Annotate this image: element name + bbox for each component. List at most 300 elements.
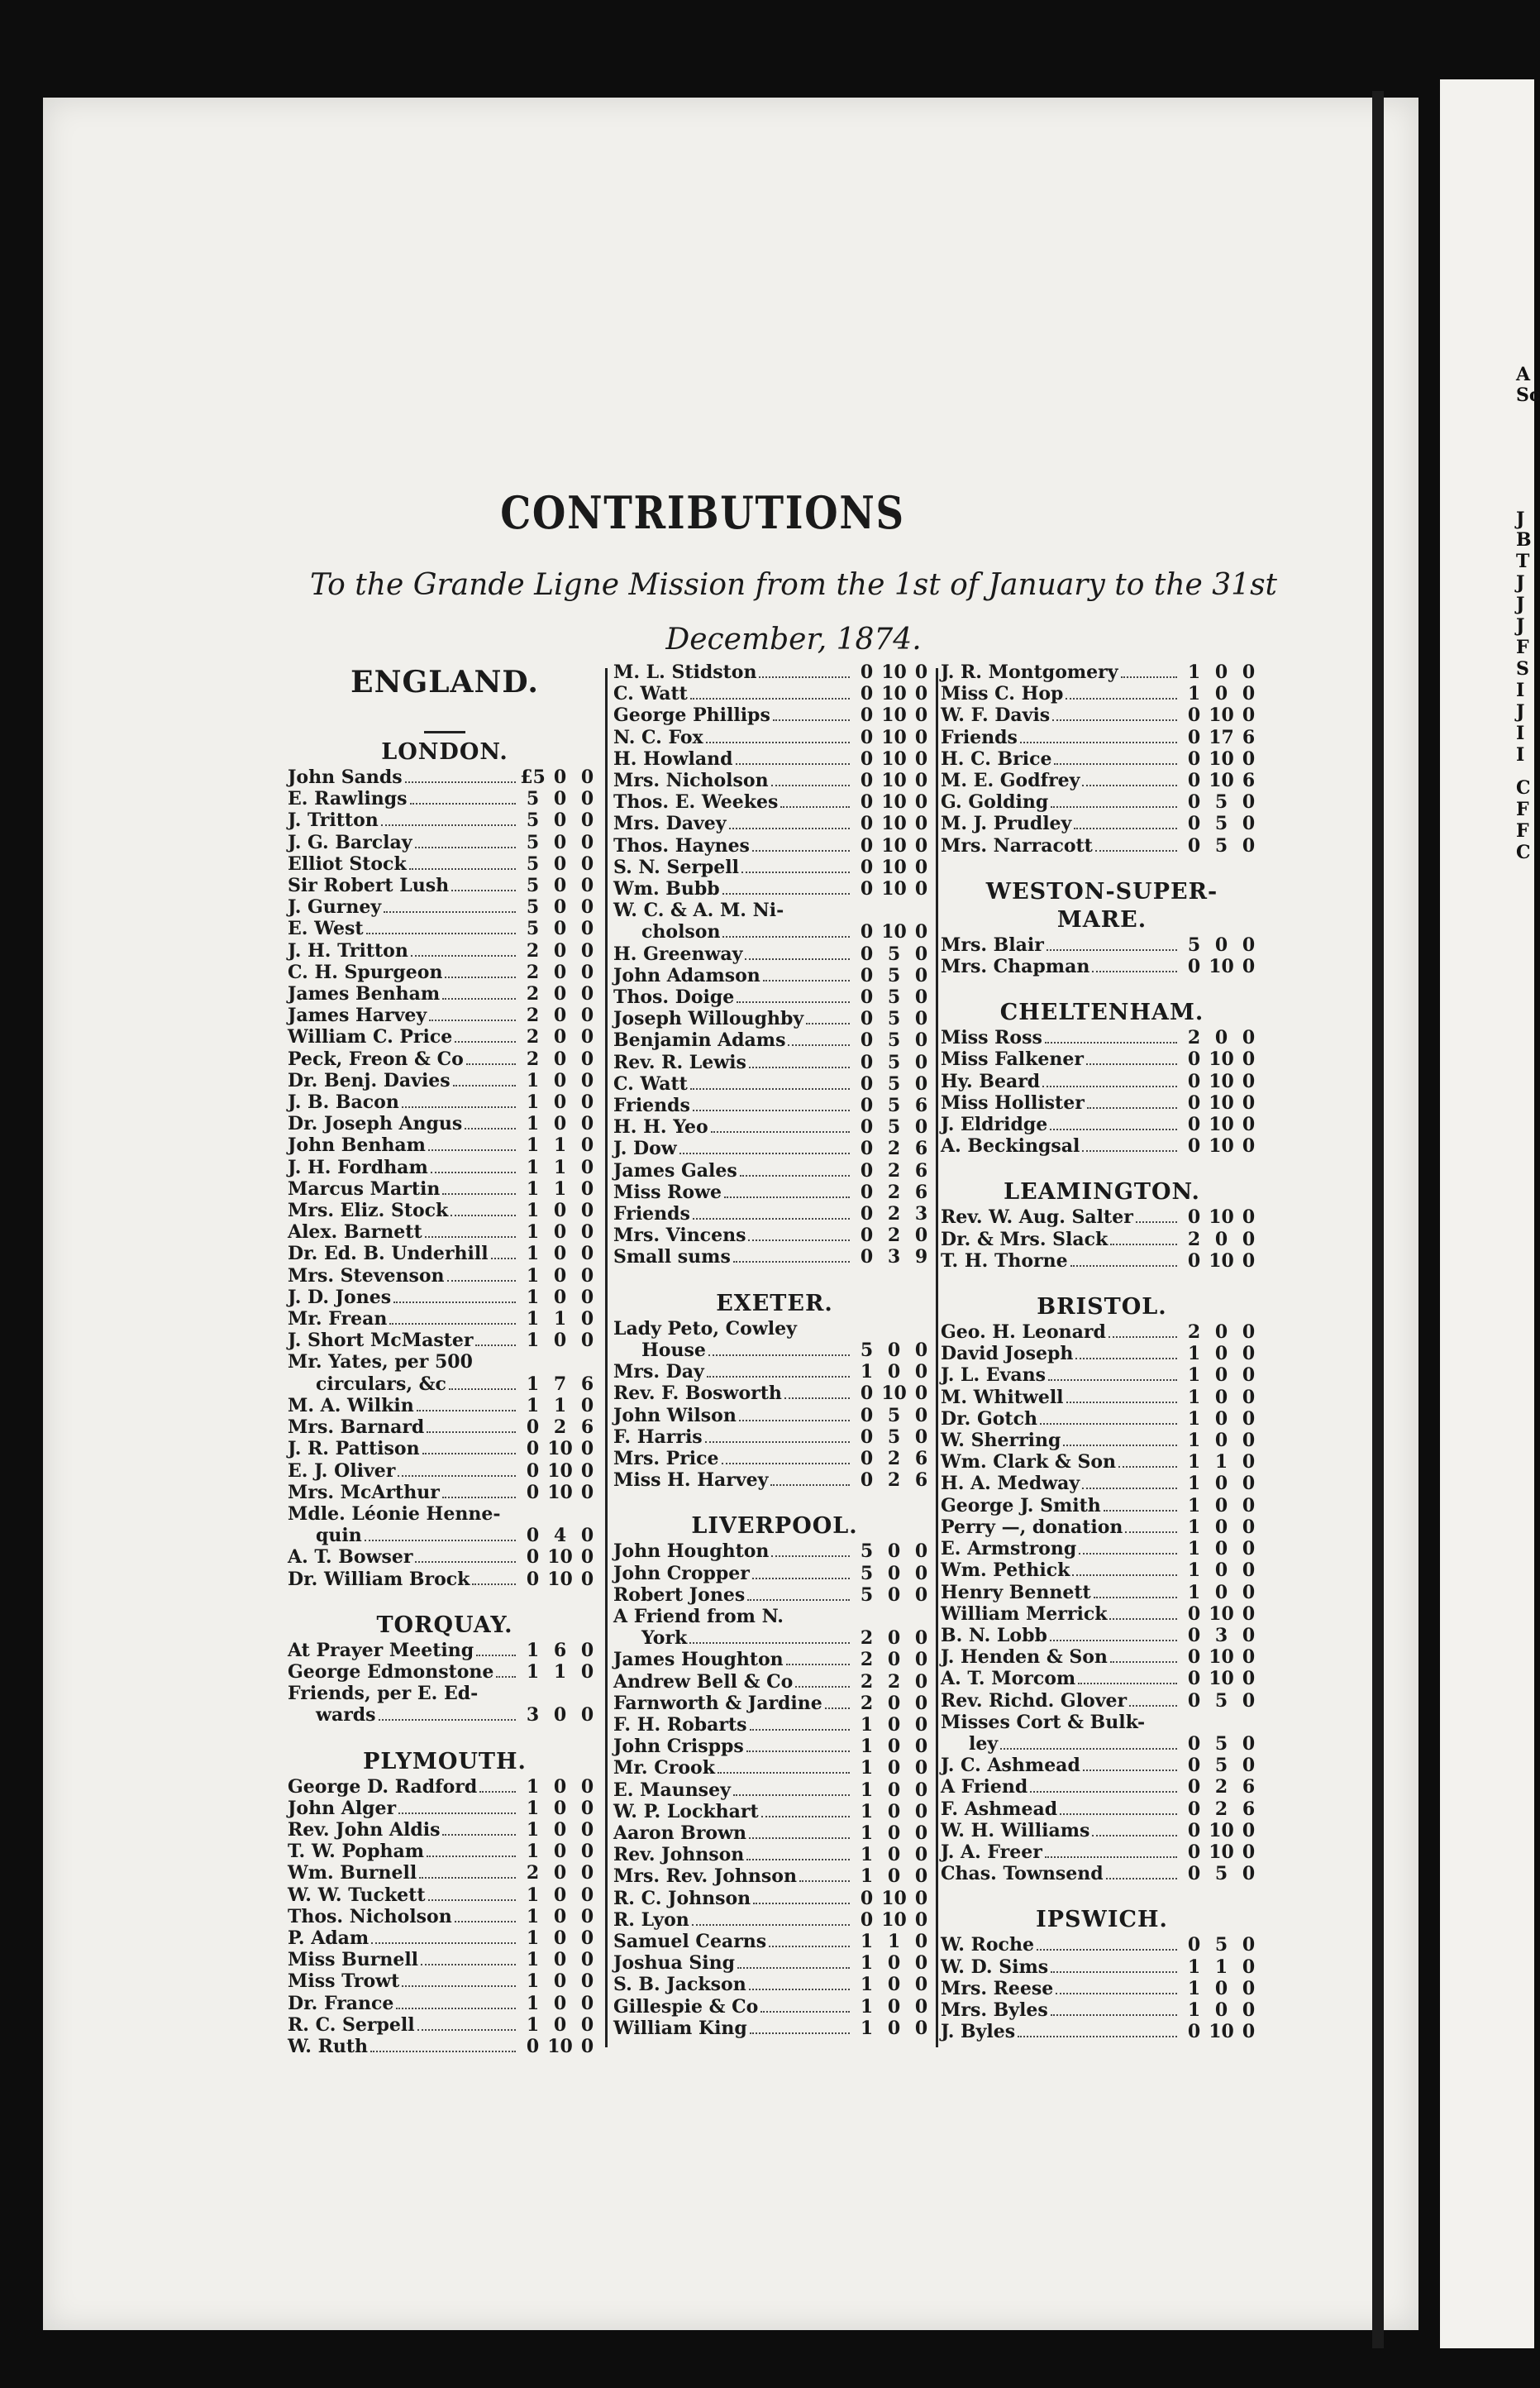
- pounds-value: 0: [860, 661, 874, 683]
- amount: [1180, 683, 1263, 704]
- pence-value: 0: [914, 1404, 928, 1426]
- amount: [519, 1395, 602, 1416]
- contributor-name: J. Byles: [941, 2021, 1016, 2043]
- section-heading: IPSWICH.: [1036, 1907, 1168, 1933]
- leader-dots: [1118, 1466, 1177, 1468]
- contribution-row: [941, 727, 1263, 748]
- contribution-row: [941, 1364, 1263, 1386]
- contribution-row: [941, 1668, 1263, 1689]
- pence-value: 0: [1242, 1430, 1256, 1452]
- contributor-name: Alex. Barnett: [288, 1221, 422, 1244]
- leader-dots: [740, 1175, 850, 1177]
- contributor-name: ley: [969, 1732, 999, 1755]
- contributor-name: Miss Burnell: [288, 1949, 419, 1971]
- contribution-row: [613, 813, 936, 834]
- contribution-row: [941, 1343, 1263, 1364]
- pence-value: 0: [580, 1818, 594, 1841]
- amount: [1180, 1934, 1263, 1956]
- contributor-name: At Prayer Meeting: [288, 1639, 474, 1661]
- contributor-name: A Friend: [941, 1776, 1028, 1798]
- pence-value: 0: [1242, 1494, 1256, 1516]
- contribution-row: [613, 1736, 936, 1757]
- shillings-value: 10: [1209, 704, 1234, 727]
- section-heading: CHELTENHAM.: [999, 1000, 1204, 1026]
- contribution-row: [288, 1862, 602, 1884]
- contributor-name: Wm. Pethick: [941, 1559, 1070, 1582]
- leader-dots: [475, 1344, 516, 1346]
- pounds-value: 0: [1187, 1114, 1201, 1136]
- contributor-name: Dr. Gotch: [941, 1407, 1037, 1430]
- pence-value: 0: [914, 1757, 928, 1779]
- leader-dots: [770, 1484, 850, 1486]
- amount: [1180, 2021, 1263, 2042]
- contribution-row: [941, 1978, 1263, 1999]
- shillings-value: 0: [553, 1243, 567, 1265]
- contributor-name: H. C. Brice: [941, 747, 1052, 770]
- shillings-value: 2: [887, 1225, 901, 1247]
- contribution-row: [941, 1387, 1263, 1408]
- contributor-name: Mrs. McArthur: [288, 1481, 440, 1503]
- contributor-name: H. Greenway: [613, 943, 743, 965]
- adjacent-page-letter: J: [1516, 615, 1525, 637]
- amount: [853, 1649, 936, 1670]
- contributor-name: J. L. Evans: [941, 1364, 1046, 1387]
- contribution-row: [613, 1405, 936, 1426]
- amount: [519, 853, 602, 875]
- shillings-value: 2: [1214, 1798, 1228, 1820]
- shillings-value: 0: [1214, 1321, 1228, 1344]
- pounds-value: 0: [526, 1546, 540, 1569]
- leader-dots: [690, 698, 850, 700]
- pounds-value: 1: [526, 1394, 540, 1416]
- contributor-name: M. A. Wilkin: [288, 1394, 414, 1416]
- shillings-value: 0: [1214, 1494, 1228, 1516]
- pence-value: 0: [580, 1568, 594, 1590]
- amount: [519, 1265, 602, 1287]
- contributor-name: Mdle. Léonie Henne-: [288, 1502, 501, 1525]
- leader-dots: [421, 1964, 516, 1965]
- pence-value: 0: [580, 2013, 594, 2036]
- leader-dots: [708, 1354, 850, 1356]
- pounds-value: 0: [1187, 1206, 1201, 1229]
- leader-dots: [1136, 1221, 1177, 1223]
- amount: [853, 1865, 936, 1887]
- pounds-value: 1: [860, 1930, 874, 1952]
- leader-dots: [748, 1239, 850, 1241]
- amount: [1180, 835, 1263, 857]
- contributor-name: J. H. Tritton: [288, 939, 408, 962]
- shillings-value: 10: [881, 921, 907, 943]
- contributor-name: Henry Bennett: [941, 1581, 1091, 1603]
- amount: [853, 965, 936, 986]
- contribution-row: [613, 1909, 936, 1931]
- pence-value: 0: [914, 683, 928, 705]
- amount: [519, 1287, 602, 1308]
- pence-value: 0: [580, 1134, 594, 1157]
- contributor-name: J. Tritton: [288, 810, 379, 832]
- contributor-name: George D. Radford: [288, 1775, 478, 1798]
- contribution-row: [941, 748, 1263, 770]
- amount: [853, 1073, 936, 1095]
- pounds-value: 2: [1187, 1321, 1201, 1344]
- contributor-name: J. R. Montgomery: [941, 661, 1118, 683]
- shillings-value: 5: [887, 1008, 901, 1030]
- leader-dots: [1047, 949, 1177, 951]
- shillings-value: 2: [887, 1469, 901, 1492]
- pounds-value: 0: [860, 1203, 874, 1225]
- shillings-value: 0: [553, 1330, 567, 1352]
- leader-dots: [445, 977, 516, 978]
- contributor-name: Mrs. Narracott: [941, 834, 1093, 857]
- contributor-name: Rev. F. Bosworth: [613, 1383, 782, 1405]
- contributor-name: J. Eldridge: [941, 1114, 1048, 1136]
- pounds-value: 1: [526, 1660, 540, 1683]
- pounds-value: 0: [860, 964, 874, 986]
- amount: [519, 767, 602, 788]
- section-heading: LEAMINGTON.: [1004, 1179, 1200, 1206]
- pence-value: 0: [580, 1438, 594, 1460]
- pence-value: 0: [914, 726, 928, 748]
- pounds-value: 1: [1187, 1407, 1201, 1430]
- amount: [1180, 1364, 1263, 1386]
- amount: [1180, 1999, 1263, 2021]
- contributor-name: Thos. Nicholson: [288, 1905, 452, 1927]
- contribution-row: [941, 1776, 1263, 1798]
- pence-value: 0: [580, 961, 594, 983]
- contribution-row: [941, 1863, 1263, 1884]
- pence-value: 0: [1242, 1934, 1256, 1956]
- leader-dots: [398, 1475, 516, 1477]
- pounds-value: 0: [860, 1138, 874, 1160]
- contributor-name: Friends: [613, 1095, 690, 1117]
- contributor-name: John Benham: [288, 1134, 426, 1157]
- amount: [519, 1546, 602, 1568]
- leader-dots: [427, 1431, 516, 1433]
- pence-value: 0: [914, 1930, 928, 1952]
- contribution-row: [288, 896, 602, 918]
- leader-dots: [1104, 1510, 1177, 1512]
- pence-value: 0: [580, 1704, 594, 1727]
- leader-dots: [379, 1719, 516, 1721]
- pence-value: 0: [580, 918, 594, 940]
- shillings-value: 0: [887, 1800, 901, 1822]
- pence-value: 0: [914, 921, 928, 943]
- contribution-row: [288, 1949, 602, 1970]
- contributor-name: J. Henden & Son: [941, 1646, 1108, 1669]
- pence-value: 6: [580, 1373, 594, 1395]
- pounds-value: 0: [860, 1246, 874, 1268]
- shillings-value: 10: [881, 1887, 907, 1909]
- contribution-row: [613, 1996, 936, 2018]
- shillings-value: 0: [553, 810, 567, 832]
- shillings-value: 0: [553, 1005, 567, 1027]
- pounds-value: 1: [526, 1156, 540, 1178]
- shillings-value: 5: [1214, 1755, 1228, 1777]
- shillings-value: 0: [887, 1540, 901, 1563]
- shillings-value: 0: [887, 1952, 901, 1975]
- contributor-name: Friends: [941, 726, 1018, 748]
- leader-dots: [405, 781, 516, 783]
- leader-dots: [733, 1261, 850, 1263]
- shillings-value: 0: [553, 1026, 567, 1048]
- pounds-value: 2: [860, 1692, 874, 1714]
- pence-value: 0: [580, 896, 594, 919]
- amount: [1180, 1646, 1263, 1668]
- contributor-name: C. Watt: [613, 1072, 688, 1095]
- leader-dots: [1066, 1402, 1177, 1403]
- pounds-value: 1: [860, 1779, 874, 1801]
- pounds-value: 2: [526, 961, 540, 983]
- shillings-value: 5: [887, 1029, 901, 1052]
- pence-value: 0: [1242, 1956, 1256, 1978]
- leader-dots: [749, 1837, 850, 1839]
- adjacent-page-letter: C: [1516, 842, 1531, 863]
- pence-value: 0: [580, 1884, 594, 1906]
- shillings-value: 1: [887, 1930, 901, 1952]
- pounds-value: 1: [860, 1757, 874, 1779]
- contributor-name: M. J. Prudley: [941, 813, 1072, 835]
- pounds-value: 1: [1187, 1581, 1201, 1603]
- shillings-value: 0: [553, 788, 567, 810]
- contributor-name: Mrs. Byles: [941, 1999, 1048, 2021]
- shillings-value: 0: [553, 1113, 567, 1135]
- contribution-row: [613, 791, 936, 813]
- shillings-value: 5: [887, 986, 901, 1009]
- pence-value: 6: [914, 1159, 928, 1182]
- contributor-name: Marcus Martin: [288, 1177, 441, 1200]
- section-heading: MARE.: [1056, 906, 1147, 933]
- adjacent-page-letter: F: [1516, 820, 1529, 842]
- contribution-row: [613, 965, 936, 986]
- contributor-name: Thos. Haynes: [613, 834, 750, 857]
- section-heading: LONDON.: [381, 739, 508, 765]
- leader-dots: [1045, 1042, 1177, 1044]
- amount: [1180, 1071, 1263, 1092]
- leader-dots: [737, 1001, 850, 1003]
- shillings-value: 5: [1214, 1732, 1228, 1755]
- leader-dots: [419, 1877, 516, 1879]
- pence-value: 0: [1242, 1581, 1256, 1603]
- pounds-value: 0: [860, 813, 874, 835]
- leader-dots: [771, 785, 850, 786]
- pence-value: 0: [914, 1029, 928, 1052]
- pence-value: 0: [914, 1908, 928, 1931]
- pence-value: 0: [914, 1670, 928, 1693]
- pence-value: 0: [1242, 1755, 1256, 1777]
- amount: [519, 832, 602, 853]
- pence-value: 0: [914, 1540, 928, 1563]
- leader-dots: [679, 1153, 850, 1154]
- shillings-value: 10: [1209, 1819, 1234, 1841]
- pence-value: 0: [914, 964, 928, 986]
- pounds-value: 0: [860, 747, 874, 770]
- leader-dots: [741, 872, 850, 873]
- contribution-row: [941, 770, 1263, 791]
- amount: [853, 1627, 936, 1649]
- contributor-name: J. Short McMaster: [288, 1330, 474, 1352]
- contribution-row: [941, 1934, 1263, 1956]
- contributor-name: C. Watt: [613, 683, 688, 705]
- adjacent-page-letter: F: [1516, 799, 1529, 820]
- pounds-value: 1: [1187, 1956, 1201, 1978]
- leader-dots: [1086, 1063, 1177, 1065]
- contribution-row: [613, 1888, 936, 1909]
- pounds-value: 1: [1187, 1473, 1201, 1495]
- pounds-value: 1: [860, 1865, 874, 1888]
- shillings-value: 0: [1214, 934, 1228, 956]
- pounds-value: 0: [1187, 1819, 1201, 1841]
- amount: [853, 791, 936, 813]
- amount: [1180, 1516, 1263, 1538]
- column-rule: [605, 668, 608, 2047]
- pounds-value: 1: [1187, 1494, 1201, 1516]
- shillings-value: 10: [881, 856, 907, 878]
- section: [288, 1612, 602, 1727]
- contribution-row: [613, 1779, 936, 1801]
- contribution-row: [288, 1884, 602, 1906]
- shillings-value: 0: [887, 1339, 901, 1361]
- shillings-value: 1: [1214, 1956, 1228, 1978]
- pence-value: 0: [580, 875, 594, 897]
- amount: [1180, 1733, 1263, 1755]
- pounds-value: 1: [1187, 1364, 1201, 1387]
- pence-value: 6: [1242, 1776, 1256, 1798]
- shillings-value: 0: [553, 1797, 567, 1819]
- pence-value: 0: [580, 1862, 594, 1884]
- contribution-row: [613, 770, 936, 791]
- leader-dots: [417, 1410, 516, 1411]
- amount: [853, 1029, 936, 1051]
- contributor-name: Wm. Clark & Son: [941, 1451, 1116, 1473]
- shillings-value: 0: [553, 2013, 567, 2036]
- contributor-name: James Benham: [288, 983, 441, 1005]
- amount: [853, 921, 936, 943]
- amount: [519, 1026, 602, 1048]
- contributor-name: John Alger: [288, 1797, 397, 1819]
- contributor-name: Rev. Johnson: [613, 1844, 745, 1866]
- pence-value: 0: [1242, 1364, 1256, 1387]
- shillings-value: 10: [547, 1459, 573, 1482]
- amount: [519, 1970, 602, 1992]
- pounds-value: 1: [526, 1841, 540, 1863]
- leader-dots: [1066, 698, 1177, 700]
- pounds-value: 1: [1187, 1516, 1201, 1538]
- contributor-name: Joshua Sing: [613, 1952, 735, 1975]
- leader-dots: [479, 1791, 516, 1793]
- contribution-row: [941, 1473, 1263, 1494]
- pence-value: 0: [914, 1865, 928, 1888]
- contribution-row: [941, 1733, 1263, 1755]
- contribution-row: [941, 1798, 1263, 1820]
- contributor-name: Lady Peto, Cowley: [613, 1317, 797, 1340]
- contribution-row: [288, 1026, 602, 1048]
- leader-dots: [365, 1540, 516, 1541]
- pence-value: 0: [580, 1330, 594, 1352]
- contribution-row: [613, 878, 936, 900]
- amount: [1180, 1451, 1263, 1473]
- contribution-row: [288, 1525, 602, 1546]
- leader-dots: [693, 1218, 850, 1220]
- pounds-value: 0: [860, 986, 874, 1009]
- contributor-name: Small sums: [613, 1246, 731, 1268]
- amount: [853, 835, 936, 857]
- page-subtitle: To the Grande Ligne Mission from the 1st of January to the 31st December, 1874.: [309, 568, 1278, 657]
- contributor-name: quin: [316, 1525, 362, 1547]
- contribution-row: [941, 1114, 1263, 1135]
- shillings-value: 0: [553, 767, 567, 788]
- leader-dots: [1109, 1336, 1177, 1338]
- contribution-row: [941, 683, 1263, 704]
- contribution-row: [613, 1757, 936, 1779]
- shillings-value: 0: [887, 1736, 901, 1758]
- contribution-row: [288, 1906, 602, 1927]
- section: [288, 731, 602, 1590]
- pence-value: 0: [1242, 1070, 1256, 1092]
- pence-value: 6: [1242, 1798, 1256, 1820]
- pounds-value: 2: [1187, 1027, 1201, 1049]
- pounds-value: 1: [860, 1952, 874, 1975]
- contributor-name: Thos. E. Weekes: [613, 791, 779, 814]
- contribution-row: [941, 1430, 1263, 1451]
- contributor-name: N. C. Fox: [613, 726, 703, 748]
- pounds-value: 0: [860, 1469, 874, 1492]
- shillings-value: 10: [1209, 2021, 1234, 2043]
- shillings-value: 0: [553, 896, 567, 919]
- contribution-row: [941, 1495, 1263, 1516]
- pounds-value: 3: [526, 1704, 540, 1727]
- amount: [853, 1822, 936, 1844]
- contributor-name: John Houghton: [613, 1540, 770, 1563]
- section: [941, 661, 1263, 857]
- contributor-name: Rev. R. Lewis: [613, 1051, 746, 1073]
- adjacent-page-letter: J: [1516, 572, 1525, 594]
- contributor-name: J. B. Bacon: [288, 1091, 399, 1114]
- amount: [519, 1993, 602, 2014]
- shillings-value: 0: [553, 1221, 567, 1244]
- section: [941, 1906, 1263, 2042]
- contributor-name: James Houghton: [613, 1649, 784, 1671]
- contributor-name: H. Howland: [613, 747, 733, 770]
- amount: [1180, 934, 1263, 956]
- section-heading: PLYMOUTH.: [363, 1748, 527, 1774]
- amount: [1180, 770, 1263, 791]
- pence-value: 0: [580, 810, 594, 832]
- contribution-row: [941, 1451, 1263, 1473]
- amount: [853, 1469, 936, 1491]
- shillings-value: 0: [553, 1862, 567, 1884]
- pounds-value: 0: [1187, 813, 1201, 835]
- amount: [853, 1671, 936, 1693]
- pence-value: 0: [914, 1627, 928, 1650]
- contributor-name: S. N. Serpell: [613, 856, 740, 878]
- contribution-row: [613, 704, 936, 726]
- amount: [853, 1361, 936, 1383]
- pounds-value: 0: [860, 1029, 874, 1052]
- contributor-name: F. Harris: [613, 1426, 703, 1448]
- contributor-name: Geo. H. Leonard: [941, 1321, 1106, 1344]
- contribution-row: [288, 1927, 602, 1949]
- contribution-row: [613, 921, 936, 943]
- amount: [1180, 661, 1263, 683]
- section: [613, 1290, 936, 1492]
- contribution-row: [613, 1138, 936, 1159]
- pounds-value: 5: [526, 788, 540, 810]
- amount: [853, 1116, 936, 1138]
- pounds-value: 1: [526, 1264, 540, 1287]
- shillings-value: 1: [553, 1394, 567, 1416]
- pence-value: 0: [914, 878, 928, 900]
- pence-value: 0: [580, 1841, 594, 1863]
